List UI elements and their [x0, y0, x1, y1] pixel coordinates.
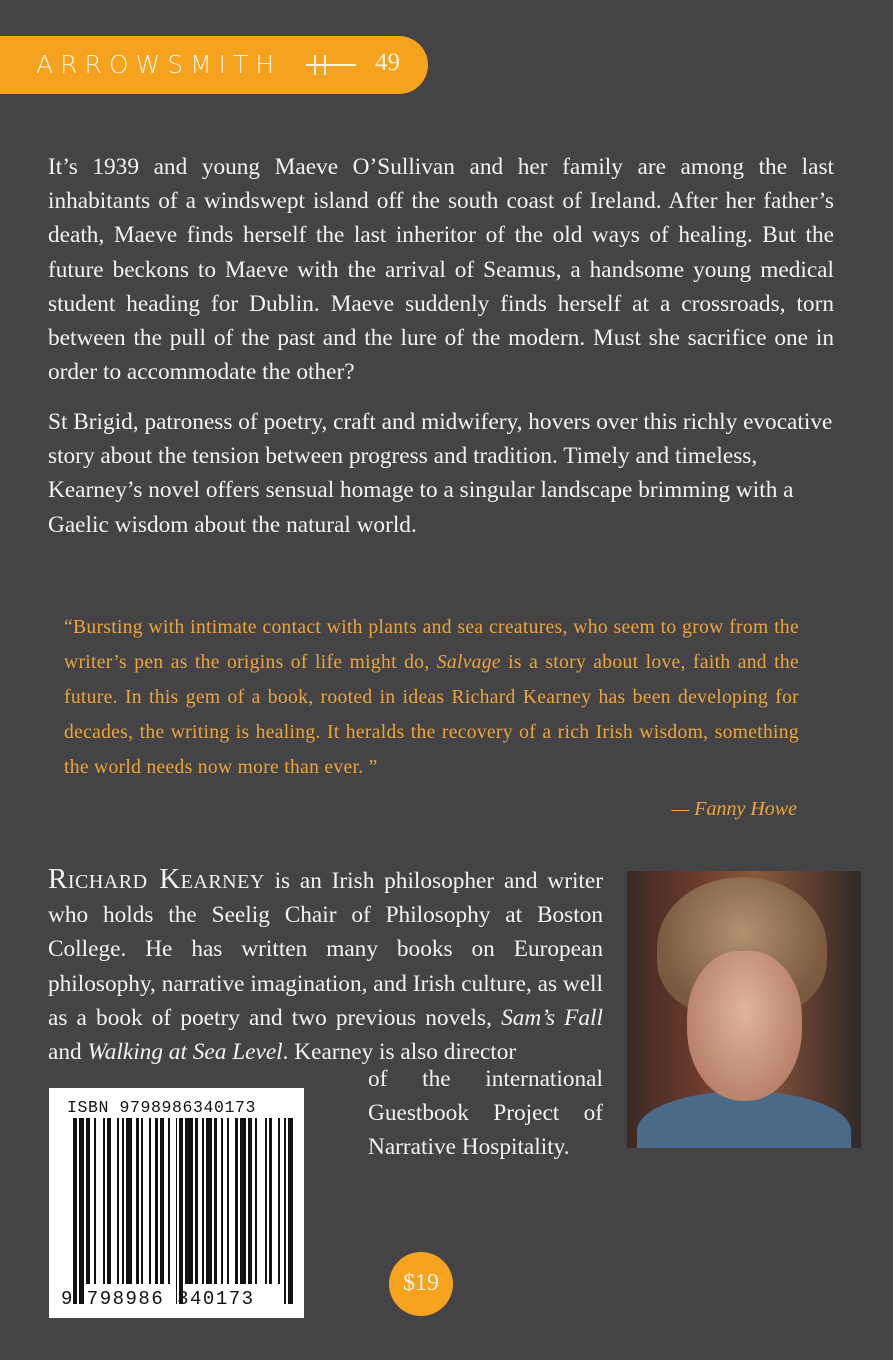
- barcode-bar: [195, 1118, 199, 1284]
- barcode-bar: [122, 1118, 124, 1284]
- barcode-bar: [107, 1118, 111, 1284]
- barcode-bar: [202, 1118, 204, 1284]
- barcode-bar: [248, 1118, 252, 1284]
- barcode-bar: [136, 1118, 140, 1284]
- bio-book-title: Walking at Sea Level: [87, 1039, 283, 1066]
- barcode-bar: [149, 1118, 151, 1284]
- barcode-bar: [126, 1118, 132, 1284]
- quote-attribution: — Fanny Howe: [671, 798, 797, 820]
- barcode-bar: [94, 1118, 96, 1284]
- barcode-bar: [179, 1118, 183, 1304]
- barcode-bar: [155, 1118, 159, 1284]
- author-bio-continued: of the international Guestbook Project of Narrative Hospitality.: [368, 1066, 603, 1161]
- barcode-bar: [206, 1118, 212, 1284]
- barcode-bars: [73, 1118, 291, 1304]
- barcode-bar: [278, 1118, 280, 1284]
- author-photo: [627, 871, 861, 1148]
- photo-face: [687, 951, 802, 1101]
- barcode-bar: [160, 1118, 164, 1284]
- barcode-bar: [235, 1118, 239, 1284]
- barcode-bar: [117, 1118, 119, 1284]
- quote-text: is a story about love, faith and the future. In this gem of a book, rooted in ideas Richard Kearney has been developing for decades, the writing is healing. It heralds the recovery of a rich Irish wisdom, something the world needs now more than ever. ”: [64, 652, 799, 778]
- isbn-digits: 9 798986 340173: [61, 1288, 255, 1310]
- barcode-bar: [86, 1118, 90, 1284]
- barcode-bar: [176, 1118, 178, 1304]
- barcode-bar: [79, 1118, 85, 1304]
- series-brand: ARROWSMITH: [36, 50, 282, 79]
- barcode-bar: [288, 1118, 294, 1304]
- barcode-bar: [214, 1118, 218, 1284]
- barcode-bar: [265, 1118, 267, 1284]
- barcode-bar: [269, 1118, 273, 1284]
- bio-text: and: [48, 1039, 88, 1066]
- barcode-bar: [185, 1118, 193, 1284]
- bio-text: is an Irish philosopher and writer who holds the Seelig Chair of Philosophy at Boston College. He has written many books on European philosophy, narrative imagination, and Irish culture, as well as a book of poetry and two previous novels,: [48, 868, 603, 1031]
- barcode-bar: [284, 1118, 286, 1304]
- price-badge: $19: [389, 1252, 453, 1316]
- barcode-bar: [73, 1118, 77, 1304]
- blurb-quote: [64, 610, 799, 785]
- quote-book-title: Salvage: [436, 652, 501, 673]
- author-name: Richard Kearney: [48, 863, 265, 895]
- series-issue-number: 49: [375, 49, 400, 76]
- isbn-barcode: [49, 1088, 304, 1318]
- isbn-label: ISBN 9798986340173: [67, 1098, 257, 1117]
- barcode-bar: [141, 1118, 143, 1284]
- barcode-bar: [221, 1118, 223, 1284]
- barcode-bar: [255, 1118, 257, 1284]
- barcode-bar: [240, 1118, 246, 1284]
- barcode-bar: [227, 1118, 229, 1284]
- bio-text: . Kearney is also director: [282, 1039, 517, 1066]
- description-paragraph-1: It’s 1939 and young Maeve O’Sullivan and her family are among the last inhabitants of a windswept island off the south coast of Ireland. After her father’s death, Maeve finds herself the last inheritor of the old ways of healing. But the future beckons to Maeve with the arrival of Seamus, a handsome young medical student heading for Dublin. Maeve suddenly finds herself at a crossroads, torn between the pull of the past and the lure of the modern. Must she sacrifice one in order to accommodate the other?: [48, 154, 834, 386]
- description-paragraph-2: St Brigid, patroness of poetry, craft and midwifery, hovers over this richly evocative story about the tension between progress and tradition. Timely and timeless, Kearney’s novel offers sensual homage to a singular landscape brimming with a Gaelic wisdom about the natural world.: [48, 409, 833, 538]
- arrow-logo-icon: [306, 64, 356, 66]
- barcode-bar: [103, 1118, 105, 1284]
- bio-book-title: Sam’s Fall: [501, 1004, 603, 1031]
- barcode-bar: [168, 1118, 170, 1284]
- series-banner: [0, 36, 428, 94]
- quote-text: “Bursting with intimate contact with plants and sea creatures, who seem to grow from the writer’s pen as the origins of life might do,: [64, 617, 799, 673]
- author-bio: [48, 862, 603, 1069]
